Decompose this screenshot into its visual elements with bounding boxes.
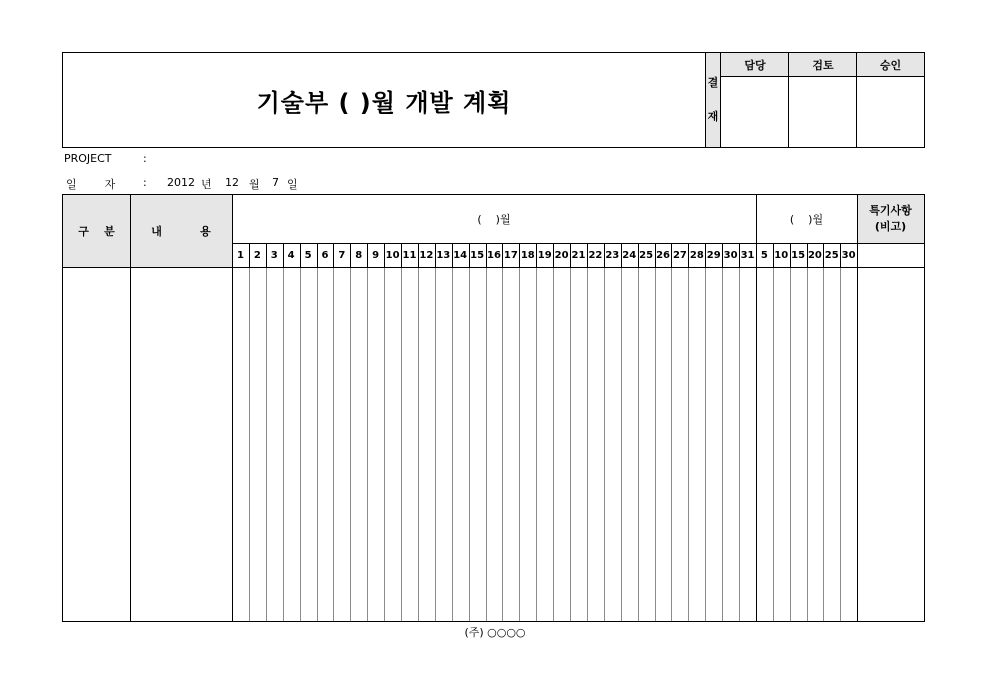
day-column-divider bbox=[638, 267, 639, 621]
month1-day-28: 28 bbox=[688, 243, 705, 267]
day-header-divider bbox=[773, 243, 774, 267]
month1-day-22: 22 bbox=[587, 243, 604, 267]
month1-header: ( )월 bbox=[232, 195, 756, 243]
date-day[interactable]: 7 bbox=[272, 176, 279, 189]
category-column[interactable] bbox=[63, 267, 130, 621]
month1-day-29: 29 bbox=[705, 243, 722, 267]
approval-grid bbox=[721, 53, 924, 147]
day-header-divider bbox=[266, 243, 267, 267]
day-header-divider bbox=[452, 243, 453, 267]
day-header-divider bbox=[807, 243, 808, 267]
month1-day-17: 17 bbox=[502, 243, 519, 267]
approval-header-approve: 승인 bbox=[857, 53, 924, 77]
day-column-divider bbox=[418, 267, 419, 621]
month1-day-13: 13 bbox=[435, 243, 452, 267]
day-column-divider bbox=[807, 267, 808, 621]
day-column-divider bbox=[536, 267, 537, 621]
day-column-divider bbox=[604, 267, 605, 621]
month1-day-27: 27 bbox=[671, 243, 688, 267]
day-column-divider bbox=[519, 267, 520, 621]
day-column-divider bbox=[367, 267, 368, 621]
day-column-divider bbox=[401, 267, 402, 621]
day-header-divider bbox=[283, 243, 284, 267]
day-column-divider bbox=[266, 267, 267, 621]
day-column-divider bbox=[249, 267, 250, 621]
month1-day-16: 16 bbox=[486, 243, 503, 267]
content-header: 내 용 bbox=[130, 195, 232, 267]
day-column-divider bbox=[435, 267, 436, 621]
month1-day-19: 19 bbox=[536, 243, 553, 267]
date-year[interactable]: 2012 bbox=[167, 176, 195, 189]
day-column-divider bbox=[773, 267, 774, 621]
month1-day-9: 9 bbox=[367, 243, 384, 267]
month1-day-14: 14 bbox=[452, 243, 469, 267]
remarks-column[interactable] bbox=[857, 267, 924, 621]
month1-day-18: 18 bbox=[519, 243, 536, 267]
day-column-divider bbox=[452, 267, 453, 621]
month1-day-24: 24 bbox=[621, 243, 638, 267]
month2-day-5: 5 bbox=[756, 243, 773, 267]
month2-day-25: 25 bbox=[823, 243, 840, 267]
day-column-divider bbox=[739, 267, 740, 621]
month1-day-12: 12 bbox=[418, 243, 435, 267]
month1-day-21: 21 bbox=[570, 243, 587, 267]
month1-day-15: 15 bbox=[469, 243, 486, 267]
day-column-divider bbox=[655, 267, 656, 621]
month-border bbox=[756, 195, 757, 621]
date-month-unit: 월 bbox=[249, 178, 260, 191]
day-header-divider bbox=[418, 243, 419, 267]
remarks-day-spacer bbox=[857, 243, 924, 267]
day-column-divider bbox=[317, 267, 318, 621]
month1-day-10: 10 bbox=[384, 243, 401, 267]
content-column[interactable] bbox=[130, 267, 232, 621]
day-header-divider bbox=[604, 243, 605, 267]
day-row-top-line bbox=[232, 243, 924, 244]
approval-cell-manager[interactable] bbox=[721, 77, 789, 147]
approval-header-manager: 담당 bbox=[721, 53, 789, 77]
day-header-divider bbox=[621, 243, 622, 267]
day-column-divider bbox=[502, 267, 503, 621]
month1-day-23: 23 bbox=[604, 243, 621, 267]
day-column-divider bbox=[469, 267, 470, 621]
day-header-divider bbox=[536, 243, 537, 267]
day-header-divider bbox=[469, 243, 470, 267]
day-header-divider bbox=[638, 243, 639, 267]
day-header-divider bbox=[587, 243, 588, 267]
month1-day-11: 11 bbox=[401, 243, 418, 267]
day-header-divider bbox=[570, 243, 571, 267]
day-header-divider bbox=[249, 243, 250, 267]
month1-day-30: 30 bbox=[722, 243, 739, 267]
date-year-unit: 년 bbox=[201, 178, 212, 191]
month1-day-26: 26 bbox=[655, 243, 672, 267]
month1-day-20: 20 bbox=[553, 243, 570, 267]
day-column-divider bbox=[705, 267, 706, 621]
approval-label-char-1: 결 bbox=[707, 76, 719, 89]
day-column-divider bbox=[621, 267, 622, 621]
month2-header: ( )월 bbox=[756, 195, 857, 243]
day-column-divider bbox=[570, 267, 571, 621]
day-header-divider bbox=[655, 243, 656, 267]
month1-day-5: 5 bbox=[300, 243, 317, 267]
day-header-divider bbox=[435, 243, 436, 267]
month1-day-31: 31 bbox=[739, 243, 756, 267]
day-column-divider bbox=[840, 267, 841, 621]
month1-day-7: 7 bbox=[333, 243, 350, 267]
date-label: 일 자 bbox=[66, 178, 116, 191]
day-header-divider bbox=[790, 243, 791, 267]
day-header-divider bbox=[300, 243, 301, 267]
day-header-divider bbox=[333, 243, 334, 267]
day-header-divider bbox=[823, 243, 824, 267]
month1-day-8: 8 bbox=[350, 243, 367, 267]
month1-day-2: 2 bbox=[249, 243, 266, 267]
approval-header-review: 검토 bbox=[789, 53, 857, 77]
day-column-divider bbox=[790, 267, 791, 621]
day-header-divider bbox=[519, 243, 520, 267]
remarks-sublabel: (비고) bbox=[874, 220, 907, 233]
day-header-divider bbox=[384, 243, 385, 267]
month2-day-10: 10 bbox=[773, 243, 790, 267]
day-header-divider bbox=[401, 243, 402, 267]
approval-divider bbox=[788, 53, 789, 147]
day-header-divider bbox=[486, 243, 487, 267]
day-header-divider bbox=[367, 243, 368, 267]
project-label: PROJECT bbox=[64, 152, 112, 165]
day-column-divider bbox=[283, 267, 284, 621]
day-header-divider bbox=[688, 243, 689, 267]
day-header-divider bbox=[502, 243, 503, 267]
day-header-divider bbox=[705, 243, 706, 267]
remarks-header bbox=[857, 195, 924, 243]
day-header-divider bbox=[722, 243, 723, 267]
day-header-divider bbox=[553, 243, 554, 267]
date-month[interactable]: 12 bbox=[225, 176, 239, 189]
document-header bbox=[62, 52, 925, 148]
month2-day-30: 30 bbox=[840, 243, 857, 267]
day-column-divider bbox=[333, 267, 334, 621]
day-column-divider bbox=[671, 267, 672, 621]
month1-day-6: 6 bbox=[317, 243, 334, 267]
month2-day-20: 20 bbox=[807, 243, 824, 267]
month1-day-25: 25 bbox=[638, 243, 655, 267]
approval-label-char-2: 재 bbox=[707, 110, 719, 123]
date-colon: : bbox=[143, 176, 147, 189]
date-day-unit: 일 bbox=[287, 178, 298, 191]
document-title: 기술부 ( )월 개발 계획 bbox=[256, 88, 512, 117]
approval-cell-review[interactable] bbox=[789, 77, 857, 147]
day-column-divider bbox=[553, 267, 554, 621]
day-column-divider bbox=[300, 267, 301, 621]
day-header-divider bbox=[350, 243, 351, 267]
approval-divider bbox=[856, 53, 857, 147]
day-column-divider bbox=[722, 267, 723, 621]
day-column-divider bbox=[587, 267, 588, 621]
day-header-divider bbox=[317, 243, 318, 267]
category-header: 구 분 bbox=[63, 195, 130, 267]
month1-day-4: 4 bbox=[283, 243, 300, 267]
plan-table bbox=[62, 194, 925, 622]
month2-day-15: 15 bbox=[790, 243, 807, 267]
month1-day-3: 3 bbox=[266, 243, 283, 267]
day-column-divider bbox=[486, 267, 487, 621]
month1-day-1: 1 bbox=[232, 243, 249, 267]
day-header-divider bbox=[739, 243, 740, 267]
approval-label bbox=[705, 53, 721, 147]
project-colon: : bbox=[143, 152, 147, 165]
remarks-label: 특기사항 bbox=[869, 204, 912, 217]
content-border bbox=[232, 195, 233, 621]
day-column-divider bbox=[350, 267, 351, 621]
day-header-divider bbox=[671, 243, 672, 267]
day-column-divider bbox=[384, 267, 385, 621]
day-column-divider bbox=[688, 267, 689, 621]
day-header-divider bbox=[840, 243, 841, 267]
company-footer: (주) ○○○○ bbox=[464, 626, 526, 639]
approval-cell-approve[interactable] bbox=[857, 77, 924, 147]
day-column-divider bbox=[823, 267, 824, 621]
